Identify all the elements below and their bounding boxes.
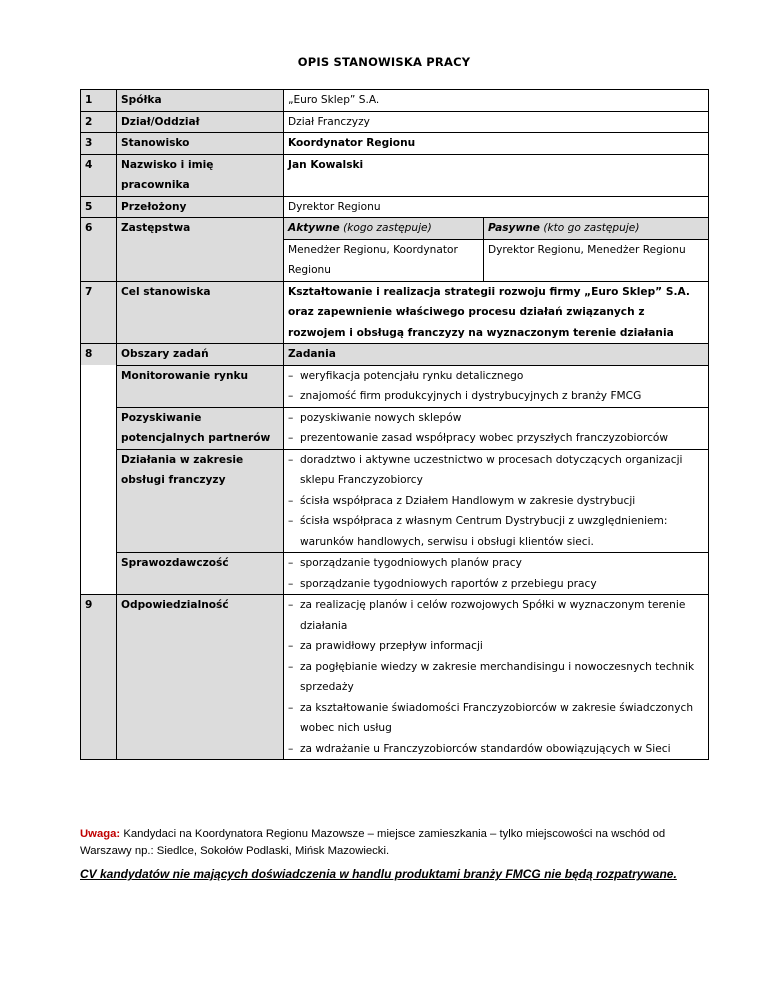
list-item: – za realizację planów i celów rozwojowych Spółki w wyznaczonym terenie działania [288, 599, 686, 632]
table-row [81, 133, 709, 155]
row-label: Zastępstwa [117, 218, 284, 282]
active-value: Menedżer Regionu, Koordynator Regionu [284, 239, 484, 281]
area-label: Sprawozdawczość [117, 553, 284, 595]
area-tasks [284, 449, 709, 553]
area-label: Działania w zakresie obsługi franczyzy [117, 449, 284, 553]
row-number: 7 [81, 281, 117, 344]
notice-text: Kandydaci na Koordynatora Regionu Mazowsze – miejsce zamieszkania – tylko miejscowości na wschód od Warszawy np.: Siedlce, Sokołów Podlaski, Mińsk Mazowiecki. [80, 828, 666, 857]
area-tasks [284, 407, 709, 449]
row-label: Obszary zadań [117, 344, 284, 366]
list-item: – pozyskiwanie nowych sklepów [288, 411, 462, 424]
row-number: 3 [81, 133, 117, 155]
table-row [81, 449, 709, 553]
table-row [81, 90, 709, 112]
notice [80, 826, 700, 860]
row-label: Dział/Oddział [117, 111, 284, 133]
list-item: – znajomość firm produkcyjnych i dystrybucyjnych z branży FMCG [288, 390, 642, 402]
row-label: Spółka [117, 90, 284, 112]
row-number: 2 [81, 111, 117, 133]
page-title: OPIS STANOWISKA PRACY [297, 55, 471, 69]
table-row [81, 344, 709, 366]
cv-notice: CV kandydatów nie mających doświadczenia w handlu produktami branży FMCG nie będą rozpatrywane. [80, 867, 677, 881]
row-label: Przełożony [117, 196, 284, 218]
table-row [81, 218, 709, 240]
tasks-header: Zadania [284, 344, 709, 366]
area-tasks [284, 365, 709, 407]
table-row [81, 407, 709, 449]
list-item: – za wdrażanie u Franczyzobiorców standardów obowiązujących w Sieci [288, 742, 671, 755]
list-item: – ścisła współpraca z Działem Handlowym w zakresie dystrybucji [288, 494, 636, 507]
row-number: 4 [81, 154, 117, 196]
list-item: – za pogłębianie wiedzy w zakresie merchandisingu i nowoczesnych technik sprzedaży [288, 660, 695, 693]
notice-label: Uwaga: [80, 828, 121, 840]
row-value: Koordynator Regionu [284, 133, 709, 155]
row-number: 6 [81, 218, 117, 282]
area-label: Pozyskiwanie potencjalnych partnerów [117, 407, 284, 449]
row-number: 1 [81, 90, 117, 112]
passive-value: Dyrektor Regionu, Menedżer Regionu [484, 239, 709, 281]
list-item: – sporządzanie tygodniowych planów pracy [288, 557, 522, 569]
responsibility-tasks [284, 595, 709, 760]
list-item: – prezentowanie zasad współpracy wobec przyszłych franczyzobiorców [288, 432, 669, 444]
list-item: – weryfikacja potencjału rynku detalicznego [288, 369, 524, 382]
row-label: Odpowiedzialność [117, 595, 284, 760]
list-item: – doradztwo i aktywne uczestnictwo w procesach dotyczących organizacji sklepu Franczyzobiorcy [288, 453, 683, 486]
passive-header: Pasywne (kto go zastępuje) [484, 218, 709, 240]
table-row [81, 553, 709, 595]
area-tasks [284, 553, 709, 595]
row-number: 8 [81, 344, 117, 595]
row-label: Nazwisko i imię pracownika [117, 154, 284, 196]
row-number: 5 [81, 196, 117, 218]
row-value: Dyrektor Regionu [284, 196, 709, 218]
table-row [81, 111, 709, 133]
row-label: Cel stanowiska [117, 281, 284, 344]
row-value: Jan Kowalski [284, 154, 709, 196]
list-item: – za prawidłowy przepływ informacji [288, 640, 483, 652]
list-item: – za kształtowanie świadomości Franczyzobiorców w zakresie świadczonych wobec nich usług [288, 701, 694, 734]
table-row [81, 196, 709, 218]
active-header: Aktywne (kogo zastępuje) [284, 218, 484, 240]
row-value: Dział Franczyzy [284, 111, 709, 133]
list-item: – sporządzanie tygodniowych raportów z przebiegu pracy [288, 577, 597, 590]
table-row [81, 281, 709, 344]
area-label: Monitorowanie rynku [117, 365, 284, 407]
table-row [81, 595, 709, 760]
list-item: – ścisła współpraca z własnym Centrum Dystrybucji z uwzględnieniem: warunków handlowych, serwisu i obsługi klientów sieci. [288, 515, 668, 548]
table-row [81, 365, 709, 407]
job-description-table [80, 89, 709, 760]
row-value: Kształtowanie i realizacja strategii rozwoju firmy „Euro Sklep” S.A. oraz zapewnienie właściwego procesu działań związanych z rozwojem i obsługą franczyzy na wyznaczonym terenie działania [284, 281, 709, 344]
row-label: Stanowisko [117, 133, 284, 155]
row-value: „Euro Sklep” S.A. [284, 90, 709, 112]
table-row [81, 154, 709, 196]
row-number: 9 [81, 595, 117, 760]
